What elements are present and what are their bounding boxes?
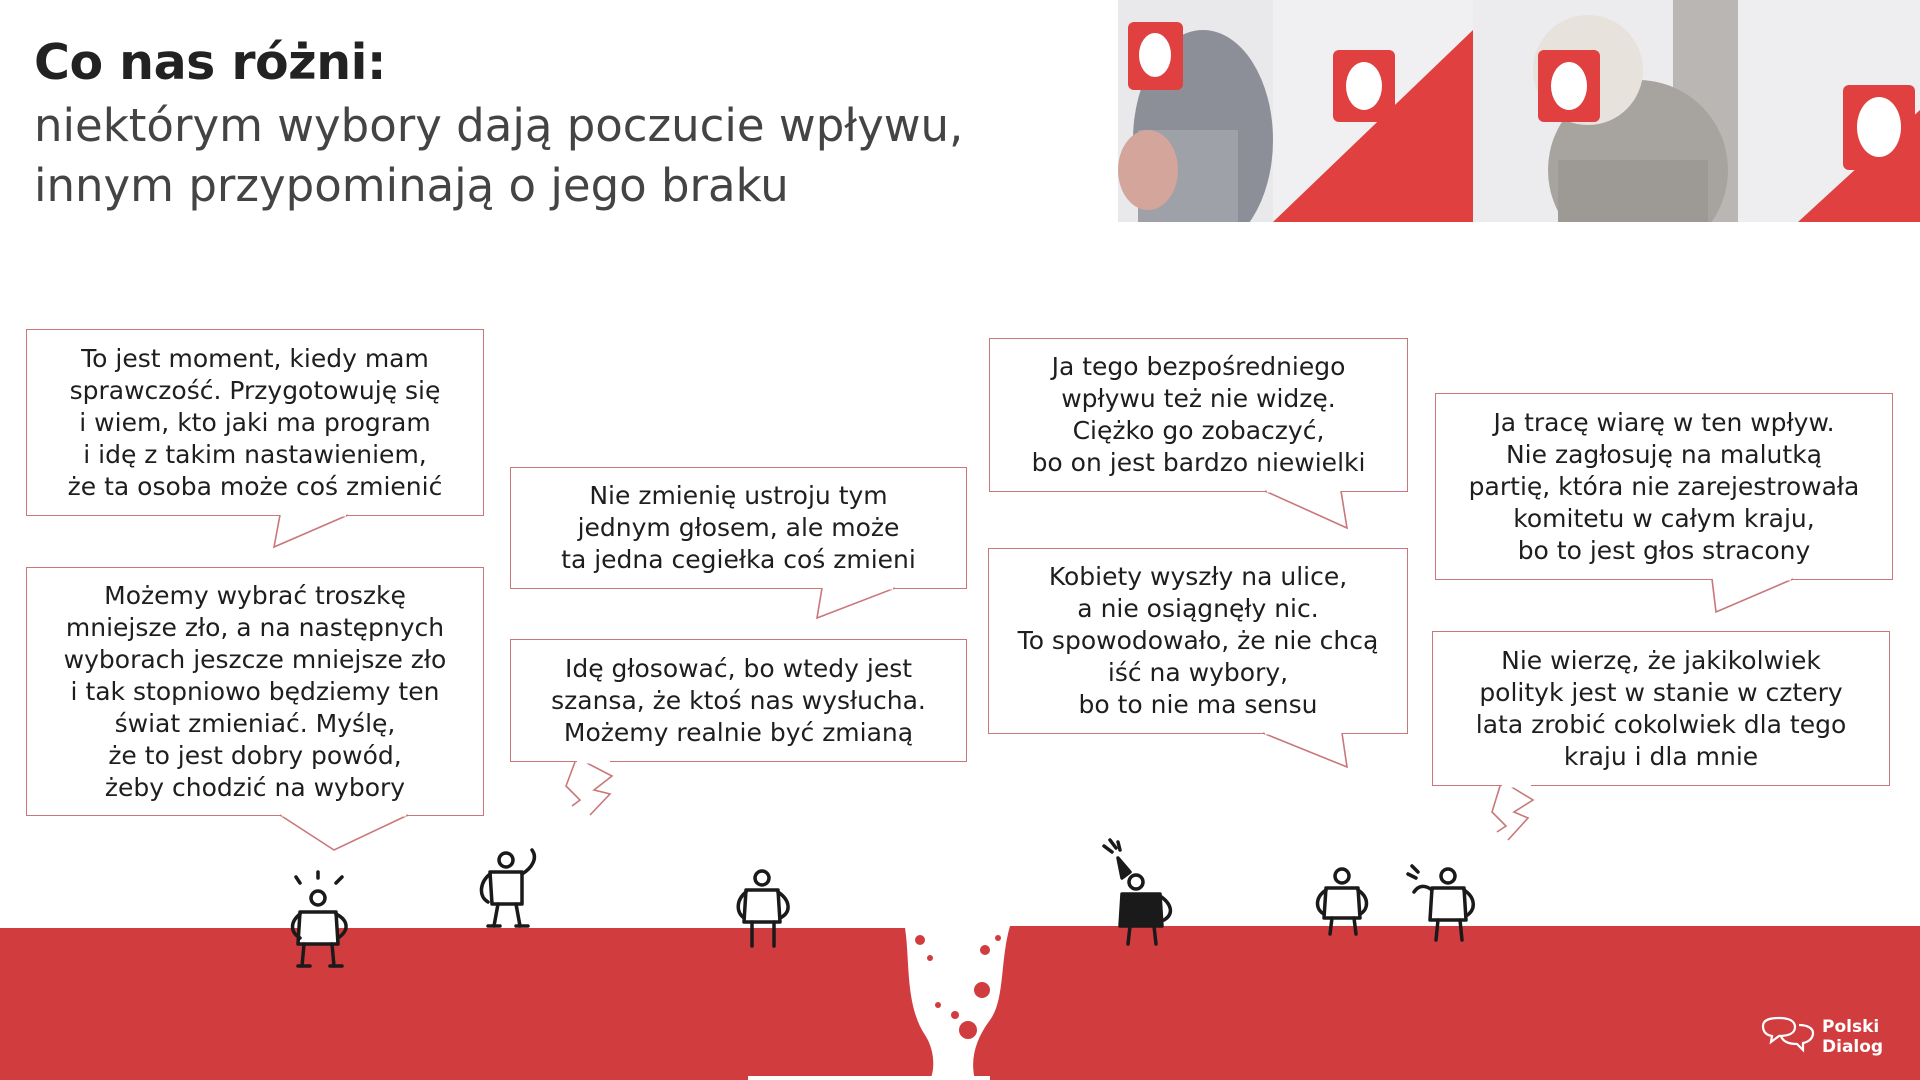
bubble-line: sprawczość. Przygotowuję się <box>69 375 441 405</box>
bubble-line: To spowodowało, że nie chcą <box>1017 626 1379 655</box>
logo-wordmark <box>1822 1017 1883 1057</box>
bubble-line: bo to jest głos stracony <box>1517 535 1811 565</box>
bubble-line: i wiem, kto jaki ma program <box>79 407 431 437</box>
bubble-line: wyborach jeszcze mniejsze zło <box>63 644 447 674</box>
bubble-line: polityk jest w stanie w cztery <box>1479 677 1843 707</box>
bubble-line: żeby chodzić na wybory <box>104 772 406 802</box>
bubble-line: Nie zmienię ustroju tym <box>589 481 888 510</box>
bubble-line: i idę z takim nastawieniem, <box>83 439 427 469</box>
bubble-line: jednym głosem, ale może <box>577 513 900 542</box>
bubble-line: że to jest dobry powód, <box>108 740 402 770</box>
bubble-line: Nie zagłosuję na malutką <box>1505 439 1822 469</box>
bubble-line: kraju i dla mnie <box>1563 741 1759 771</box>
bubble-line: bo on jest bardzo niewielki <box>1031 448 1366 477</box>
bubble-line: To jest moment, kiedy mam <box>81 343 429 373</box>
bubble-line: Ciężko go zobaczyć, <box>1072 416 1325 445</box>
bubble-line: bo to nie ma sensu <box>1078 690 1318 719</box>
page-title: Co nas różni: <box>34 34 386 91</box>
bubble-line: Kobiety wyszły na ulice, <box>1048 562 1348 591</box>
figure-2 <box>481 850 534 926</box>
bubble-line: Możemy wybrać troszkę <box>104 580 406 610</box>
bubble-line: partię, która nie zarejestrowała <box>1468 471 1860 501</box>
bubble-line: mniejsze zło, a na następnych <box>65 612 445 642</box>
subtitle-line-2: innym przypominają o jego braku <box>34 159 789 212</box>
logo-line-2: Dialog <box>1822 1037 1884 1057</box>
bubble-line: Ja tego bezpośredniego <box>1051 352 1346 381</box>
bubble-line: wpływu też nie widzę. <box>1061 384 1336 413</box>
bubble-line: a nie osiągnęły nic. <box>1077 594 1319 623</box>
bubble-line: lata zrobić cokolwiek dla tego <box>1475 709 1847 739</box>
bubble-line: iść na wybory, <box>1107 658 1289 687</box>
bubble-line: Idę głosować, bo wtedy jest <box>564 653 913 683</box>
subtitle-line-1: niektórym wybory dają poczucie wpływu, <box>34 99 964 152</box>
bubble-line: komitetu w całym kraju, <box>1513 503 1815 533</box>
bubble-line: że ta osoba może coś zmienić <box>67 471 443 501</box>
bubble-line: szansa, że ktoś nas wysłucha. <box>551 685 926 715</box>
bubble-line: ta jedna cegiełka coś zmieni <box>561 545 916 574</box>
logo-line-1: Polski <box>1822 1017 1880 1037</box>
bubble-line: Nie wierzę, że jakikolwiek <box>1501 645 1821 675</box>
bubble-line: świat zmieniać. Myślę, <box>114 708 396 738</box>
figure-5 <box>1318 869 1367 934</box>
bubble-line: i tak stopniowo będziemy ten <box>70 676 440 706</box>
bubble-line: Możemy realnie być zmianą <box>563 717 914 747</box>
bubble-line: Ja tracę wiarę w ten wpływ. <box>1493 407 1835 437</box>
